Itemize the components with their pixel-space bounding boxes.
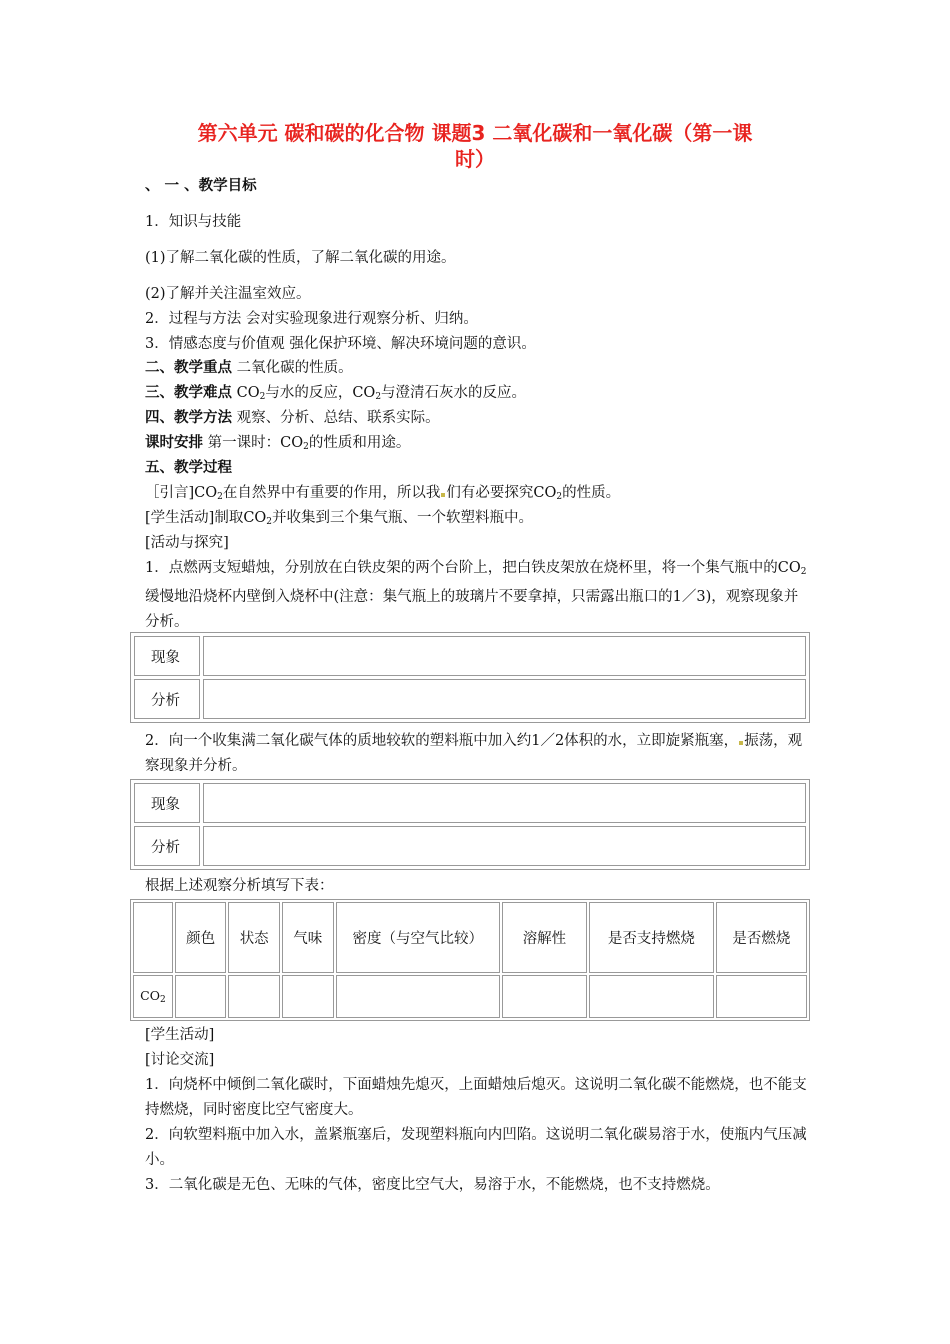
analysis-label: 分析: [134, 679, 200, 719]
corner-cell: [133, 902, 173, 973]
schedule-label: 课时安排: [145, 435, 203, 451]
observation-table-2: [130, 779, 810, 870]
header-color: 颜色: [175, 902, 227, 973]
attitude-values: 3．情感态度与价值观 强化保护环境、解决环境问题的意识。: [145, 336, 536, 352]
student-activity-heading: [学生活动]: [145, 1027, 215, 1043]
table-row: [134, 636, 806, 676]
table-cell: [175, 975, 227, 1018]
analysis-blank: [203, 826, 806, 866]
header-density: 密度（与空气比较）: [336, 902, 500, 973]
table-cell: [228, 975, 280, 1018]
method-label: 四、教学方法: [145, 410, 232, 426]
table-row: [133, 975, 807, 1018]
phenomenon-label: 现象: [134, 636, 200, 676]
table-cell: [716, 975, 807, 1018]
analysis-blank: [203, 679, 806, 719]
header-solubility: 溶解性: [502, 902, 587, 973]
discussion-item-1: 1．向烧杯中倾倒二氧化碳时，下面蜡烛先熄灭，上面蜡烛后熄灭。这说明二氧化碳不能燃烧，也不能支持燃烧，同时密度比空气密度大。: [145, 1077, 807, 1118]
focus-label: 二、教学重点: [145, 360, 232, 376]
title-line-2: 时）: [455, 147, 495, 171]
fill-table-instruction: 根据上述观察分析填写下表：: [145, 878, 334, 894]
student-activity-line: [学生活动]制取$CO_2$并收集到三个集气瓶、一个软塑料瓶中。: [145, 510, 534, 527]
discussion-item-3: 3．二氧化碳是无色、无味的气体，密度比空气大，易溶于水，不能燃烧，也不支持燃烧。: [145, 1177, 720, 1193]
page-title: [150, 120, 800, 172]
process-method: 2．过程与方法 会对实验现象进行观察分析、归纳。: [145, 311, 478, 327]
intro-line: ［引言]$CO_2$在自然界中有重要的作用，所以我 们有必要探究$CO_2$的性质。: [145, 485, 621, 502]
section-teaching-goals: 、 一 、教学目标: [145, 178, 257, 194]
focus-text: 二氧化碳的性质。: [232, 360, 353, 376]
difficulty-label: 三、教学难点: [145, 385, 232, 401]
teaching-focus: [145, 358, 353, 378]
edit-mark: [739, 741, 743, 745]
table-row: [134, 679, 806, 719]
table-header-row: [133, 902, 807, 973]
discussion-heading: [讨论交流]: [145, 1052, 215, 1068]
phenomenon-label: 现象: [134, 783, 200, 823]
teaching-difficulty: 三、教学难点 $CO_2$与水的反应，$CO_2$与澄清石灰水的反应。: [145, 385, 527, 402]
header-combustible: 是否燃烧: [716, 902, 807, 973]
table-cell: [282, 975, 334, 1018]
goal-item-1: (1)了解二氧化碳的性质，了解二氧化碳的用途。: [145, 250, 456, 266]
experiment-step-1: 1．点燃两支短蜡烛，分别放在白铁皮架的两个台阶上，把白铁皮架放在烧杯里，将一个集气瓶中的$CO_2$缓慢地沿烧杯内壁倒入烧杯中(注意：集气瓶上的玻璃片不要拿掉，只需露出瓶口的1／3)，观察现象并分析。: [145, 560, 807, 630]
co2-row-label: $CO_2$: [133, 975, 173, 1018]
table-row: [134, 826, 806, 866]
teaching-method: [145, 408, 440, 428]
discussion-item-2: 2．向软塑料瓶中加入水，盖紧瓶塞后，发现塑料瓶向内凹陷。这说明二氧化碳易溶于水，使瓶内气压减小。: [145, 1127, 807, 1168]
goal-item-2: (2)了解并关注温室效应。: [145, 286, 311, 302]
co2-properties-table: [130, 899, 810, 1021]
header-odor: 气味: [282, 902, 334, 973]
table-cell: [589, 975, 714, 1018]
knowledge-skills: 1．知识与技能: [145, 214, 242, 230]
analysis-label: 分析: [134, 826, 200, 866]
title-line-1: 第六单元 碳和碳的化合物 课题3 二氧化碳和一氧化碳（第一课: [197, 121, 753, 145]
phenomenon-blank: [203, 783, 806, 823]
observation-table-1: [130, 632, 810, 723]
table-row: [134, 783, 806, 823]
class-schedule: 课时安排 第一课时：$CO_2$的性质和用途。: [145, 435, 411, 452]
activity-explore: [活动与探究]: [145, 535, 229, 551]
table-cell: [336, 975, 500, 1018]
header-state: 状态: [228, 902, 280, 973]
phenomenon-blank: [203, 636, 806, 676]
method-text: 观察、分析、总结、联系实际。: [232, 410, 440, 426]
header-supports-combustion: 是否支持燃烧: [589, 902, 714, 973]
edit-mark: [441, 493, 445, 497]
table-cell: [502, 975, 587, 1018]
teaching-process-heading: 五、教学过程: [145, 460, 232, 476]
experiment-step-2: 2．向一个收集满二氧化碳气体的质地较软的塑料瓶中加入约1／2体积的水，立即旋紧瓶塞， 振荡，观察现象并分析。: [145, 733, 803, 774]
